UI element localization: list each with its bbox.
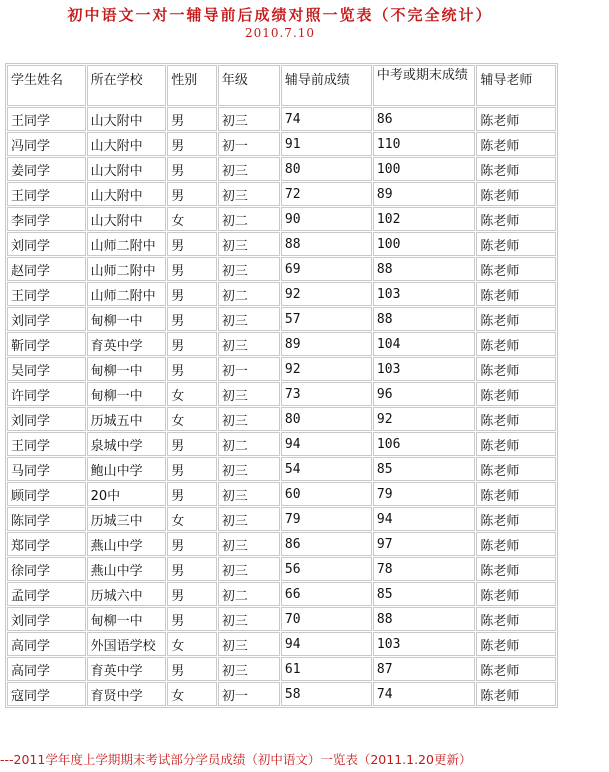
table-row (7, 382, 556, 406)
cell-name: 赵同学 (7, 257, 86, 281)
col-header-gender: 性别 (167, 65, 217, 106)
cell-name: 王同学 (7, 432, 86, 456)
cell-gender: 男 (167, 457, 217, 481)
col-header-after-score: 中考或期末成绩 (373, 65, 475, 106)
cell-after-score: 103 (373, 282, 475, 306)
cell-teacher: 陈老师 (476, 207, 556, 231)
cell-before-score: 88 (281, 232, 372, 256)
table-row (7, 232, 556, 256)
cell-after-score: 86 (373, 107, 475, 131)
cell-before-score: 58 (281, 682, 372, 706)
cell-school: 山大附中 (87, 132, 167, 156)
table-row (7, 357, 556, 381)
cell-gender: 男 (167, 232, 217, 256)
table-row (7, 332, 556, 356)
cell-teacher: 陈老师 (476, 332, 556, 356)
cell-gender: 男 (167, 332, 217, 356)
cell-after-score: 103 (373, 357, 475, 381)
cell-grade: 初三 (218, 407, 280, 431)
footer-note: ---2011学年度上学期期末考试部分学员成绩（初中语文）一览表（2011.1.20更新） (0, 752, 472, 767)
cell-before-score: 92 (281, 282, 372, 306)
cell-gender: 男 (167, 132, 217, 156)
cell-after-score: 110 (373, 132, 475, 156)
cell-teacher: 陈老师 (476, 407, 556, 431)
cell-teacher: 陈老师 (476, 507, 556, 531)
cell-teacher: 陈老师 (476, 282, 556, 306)
cell-before-score: 57 (281, 307, 372, 331)
cell-name: 冯同学 (7, 132, 86, 156)
cell-teacher: 陈老师 (476, 557, 556, 581)
cell-teacher: 陈老师 (476, 532, 556, 556)
cell-gender: 女 (167, 382, 217, 406)
cell-teacher: 陈老师 (476, 132, 556, 156)
cell-after-score: 100 (373, 232, 475, 256)
cell-name: 王同学 (7, 282, 86, 306)
table-row (7, 407, 556, 431)
cell-gender: 男 (167, 282, 217, 306)
table-row (7, 657, 556, 681)
cell-after-score: 88 (373, 257, 475, 281)
cell-after-score: 100 (373, 157, 475, 181)
page-title: 初中语文一对一辅导前后成绩对照一览表（不完全统计） (67, 6, 493, 24)
cell-name: 李同学 (7, 207, 86, 231)
cell-grade: 初三 (218, 232, 280, 256)
cell-gender: 女 (167, 507, 217, 531)
col-header-teacher: 辅导老师 (476, 65, 556, 106)
table-row (7, 507, 556, 531)
cell-teacher: 陈老师 (476, 357, 556, 381)
cell-after-score: 96 (373, 382, 475, 406)
cell-grade: 初三 (218, 182, 280, 206)
table-row (7, 457, 556, 481)
table-row (7, 182, 556, 206)
cell-gender: 男 (167, 557, 217, 581)
cell-gender: 男 (167, 432, 217, 456)
cell-teacher: 陈老师 (476, 682, 556, 706)
cell-before-score: 80 (281, 407, 372, 431)
cell-name: 顾同学 (7, 482, 86, 506)
cell-before-score: 54 (281, 457, 372, 481)
cell-gender: 女 (167, 207, 217, 231)
cell-before-score: 94 (281, 632, 372, 656)
cell-after-score: 89 (373, 182, 475, 206)
cell-grade: 初二 (218, 282, 280, 306)
cell-name: 靳同学 (7, 332, 86, 356)
cell-grade: 初二 (218, 432, 280, 456)
cell-school: 泉城中学 (87, 432, 167, 456)
cell-grade: 初三 (218, 107, 280, 131)
cell-school: 山师二附中 (87, 282, 167, 306)
col-header-grade: 年级 (218, 65, 280, 106)
cell-gender: 男 (167, 307, 217, 331)
cell-name: 马同学 (7, 457, 86, 481)
cell-school: 山大附中 (87, 182, 167, 206)
cell-before-score: 70 (281, 607, 372, 631)
cell-school: 历城五中 (87, 407, 167, 431)
cell-school: 山师二附中 (87, 232, 167, 256)
table-row (7, 132, 556, 156)
cell-school: 育英中学 (87, 332, 167, 356)
cell-gender: 女 (167, 682, 217, 706)
cell-school: 鲍山中学 (87, 457, 167, 481)
cell-school: 外国语学校 (87, 632, 167, 656)
table-row (7, 157, 556, 181)
table-row (7, 282, 556, 306)
col-header-name: 学生姓名 (7, 65, 86, 106)
cell-teacher: 陈老师 (476, 432, 556, 456)
score-table (5, 63, 558, 708)
cell-name: 陈同学 (7, 507, 86, 531)
cell-name: 高同学 (7, 632, 86, 656)
cell-before-score: 92 (281, 357, 372, 381)
cell-after-score: 74 (373, 682, 475, 706)
cell-gender: 男 (167, 582, 217, 606)
cell-gender: 男 (167, 157, 217, 181)
cell-before-score: 86 (281, 532, 372, 556)
cell-school: 20中 (87, 482, 167, 506)
cell-before-score: 79 (281, 507, 372, 531)
cell-name: 刘同学 (7, 407, 86, 431)
cell-grade: 初三 (218, 382, 280, 406)
cell-school: 燕山中学 (87, 557, 167, 581)
table-row (7, 207, 556, 231)
table-row (7, 107, 556, 131)
cell-name: 郑同学 (7, 532, 86, 556)
cell-grade: 初三 (218, 457, 280, 481)
cell-school: 山大附中 (87, 157, 167, 181)
cell-grade: 初三 (218, 332, 280, 356)
cell-before-score: 60 (281, 482, 372, 506)
table-row (7, 532, 556, 556)
col-header-school: 所在学校 (87, 65, 167, 106)
cell-gender: 男 (167, 657, 217, 681)
col-header-before-score: 辅导前成绩 (281, 65, 372, 106)
table-header-row (7, 65, 556, 106)
cell-after-score: 104 (373, 332, 475, 356)
cell-after-score: 85 (373, 582, 475, 606)
cell-name: 吴同学 (7, 357, 86, 381)
cell-grade: 初三 (218, 632, 280, 656)
cell-teacher: 陈老师 (476, 232, 556, 256)
cell-name: 孟同学 (7, 582, 86, 606)
cell-teacher: 陈老师 (476, 582, 556, 606)
cell-before-score: 56 (281, 557, 372, 581)
cell-teacher: 陈老师 (476, 257, 556, 281)
cell-after-score: 94 (373, 507, 475, 531)
cell-before-score: 90 (281, 207, 372, 231)
cell-school: 甸柳一中 (87, 382, 167, 406)
cell-grade: 初二 (218, 582, 280, 606)
cell-grade: 初一 (218, 357, 280, 381)
cell-teacher: 陈老师 (476, 482, 556, 506)
cell-grade: 初三 (218, 532, 280, 556)
cell-name: 寇同学 (7, 682, 86, 706)
table-row (7, 607, 556, 631)
cell-school: 育英中学 (87, 657, 167, 681)
cell-after-score: 92 (373, 407, 475, 431)
cell-teacher: 陈老师 (476, 457, 556, 481)
cell-school: 甸柳一中 (87, 357, 167, 381)
cell-teacher: 陈老师 (476, 657, 556, 681)
cell-after-score: 97 (373, 532, 475, 556)
cell-teacher: 陈老师 (476, 382, 556, 406)
table-row (7, 307, 556, 331)
cell-school: 燕山中学 (87, 532, 167, 556)
cell-grade: 初一 (218, 132, 280, 156)
table-row (7, 582, 556, 606)
table-row (7, 682, 556, 706)
cell-name: 姜同学 (7, 157, 86, 181)
cell-name: 王同学 (7, 182, 86, 206)
cell-grade: 初三 (218, 482, 280, 506)
cell-school: 育贤中学 (87, 682, 167, 706)
cell-school: 历城六中 (87, 582, 167, 606)
cell-teacher: 陈老师 (476, 157, 556, 181)
table-row (7, 632, 556, 656)
cell-name: 刘同学 (7, 307, 86, 331)
cell-after-score: 85 (373, 457, 475, 481)
cell-gender: 女 (167, 407, 217, 431)
cell-gender: 男 (167, 532, 217, 556)
cell-grade: 初一 (218, 682, 280, 706)
cell-after-score: 103 (373, 632, 475, 656)
cell-before-score: 69 (281, 257, 372, 281)
cell-after-score: 78 (373, 557, 475, 581)
cell-before-score: 94 (281, 432, 372, 456)
cell-after-score: 102 (373, 207, 475, 231)
cell-before-score: 66 (281, 582, 372, 606)
cell-after-score: 106 (373, 432, 475, 456)
cell-school: 山大附中 (87, 207, 167, 231)
cell-gender: 女 (167, 632, 217, 656)
cell-name: 王同学 (7, 107, 86, 131)
cell-grade: 初三 (218, 507, 280, 531)
cell-name: 徐同学 (7, 557, 86, 581)
cell-gender: 男 (167, 607, 217, 631)
cell-after-score: 88 (373, 607, 475, 631)
cell-before-score: 80 (281, 157, 372, 181)
cell-gender: 男 (167, 257, 217, 281)
cell-teacher: 陈老师 (476, 307, 556, 331)
cell-after-score: 88 (373, 307, 475, 331)
cell-name: 高同学 (7, 657, 86, 681)
table-row (7, 432, 556, 456)
cell-grade: 初三 (218, 307, 280, 331)
cell-school: 山师二附中 (87, 257, 167, 281)
cell-grade: 初三 (218, 607, 280, 631)
cell-school: 历城三中 (87, 507, 167, 531)
cell-before-score: 74 (281, 107, 372, 131)
cell-gender: 男 (167, 357, 217, 381)
table-row (7, 557, 556, 581)
table-row (7, 257, 556, 281)
cell-before-score: 73 (281, 382, 372, 406)
cell-teacher: 陈老师 (476, 182, 556, 206)
cell-teacher: 陈老师 (476, 107, 556, 131)
cell-grade: 初三 (218, 557, 280, 581)
cell-teacher: 陈老师 (476, 632, 556, 656)
cell-grade: 初三 (218, 257, 280, 281)
table-row (7, 482, 556, 506)
cell-school: 甸柳一中 (87, 307, 167, 331)
cell-name: 许同学 (7, 382, 86, 406)
cell-name: 刘同学 (7, 607, 86, 631)
cell-before-score: 72 (281, 182, 372, 206)
page-date: 2010.7.10 (244, 26, 316, 40)
cell-grade: 初三 (218, 657, 280, 681)
cell-after-score: 87 (373, 657, 475, 681)
cell-name: 刘同学 (7, 232, 86, 256)
cell-after-score: 79 (373, 482, 475, 506)
cell-school: 甸柳一中 (87, 607, 167, 631)
cell-school: 山大附中 (87, 107, 167, 131)
cell-before-score: 89 (281, 332, 372, 356)
cell-before-score: 61 (281, 657, 372, 681)
cell-grade: 初三 (218, 157, 280, 181)
cell-gender: 男 (167, 482, 217, 506)
cell-grade: 初二 (218, 207, 280, 231)
cell-teacher: 陈老师 (476, 607, 556, 631)
cell-before-score: 91 (281, 132, 372, 156)
cell-gender: 男 (167, 182, 217, 206)
cell-gender: 男 (167, 107, 217, 131)
